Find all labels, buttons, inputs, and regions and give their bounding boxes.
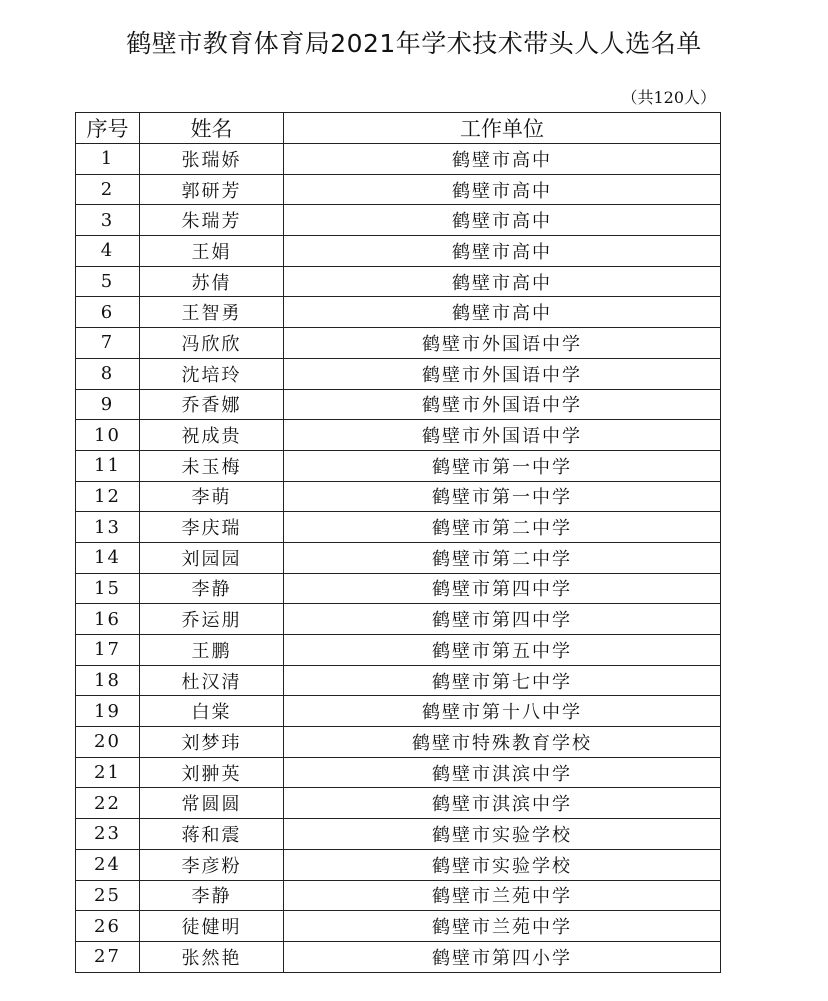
cell-name: 朱瑞芳 (140, 205, 284, 236)
cell-name: 郭研芳 (140, 174, 284, 205)
cell-index: 15 (76, 573, 140, 604)
cell-workplace: 鹤壁市外国语中学 (284, 358, 721, 389)
cell-name: 李萌 (140, 481, 284, 512)
table-row (76, 941, 721, 972)
table-row (76, 236, 721, 267)
table-row (76, 328, 721, 359)
table-row (76, 266, 721, 297)
cell-workplace: 鹤壁市实验学校 (284, 849, 721, 880)
cell-index: 24 (76, 849, 140, 880)
table-row (76, 174, 721, 205)
cell-index: 8 (76, 358, 140, 389)
cell-index: 6 (76, 297, 140, 328)
table-row (76, 635, 721, 666)
cell-name: 乔香娜 (140, 389, 284, 420)
cell-index: 4 (76, 236, 140, 267)
cell-index: 16 (76, 604, 140, 635)
header-index: 序号 (76, 113, 140, 144)
cell-workplace: 鹤壁市高中 (284, 144, 721, 175)
cell-name: 张然艳 (140, 941, 284, 972)
cell-workplace: 鹤壁市第四中学 (284, 573, 721, 604)
table-row (76, 512, 721, 543)
cell-index: 26 (76, 911, 140, 942)
table-row (76, 420, 721, 451)
cell-workplace: 鹤壁市第二中学 (284, 512, 721, 543)
cell-workplace: 鹤壁市兰苑中学 (284, 911, 721, 942)
cell-name: 刘梦玮 (140, 727, 284, 758)
cell-workplace: 鹤壁市第四中学 (284, 604, 721, 635)
cell-workplace: 鹤壁市高中 (284, 236, 721, 267)
cell-workplace: 鹤壁市外国语中学 (284, 389, 721, 420)
cell-index: 7 (76, 328, 140, 359)
table-row (76, 358, 721, 389)
cell-workplace: 鹤壁市外国语中学 (284, 420, 721, 451)
candidate-table (75, 112, 721, 973)
table-row (76, 788, 721, 819)
header-workplace: 工作单位 (284, 113, 721, 144)
cell-name: 白棠 (140, 696, 284, 727)
cell-name: 李静 (140, 880, 284, 911)
cell-index: 17 (76, 635, 140, 666)
table-row (76, 481, 721, 512)
cell-name: 李彦粉 (140, 849, 284, 880)
cell-workplace: 鹤壁市高中 (284, 174, 721, 205)
cell-workplace: 鹤壁市第一中学 (284, 481, 721, 512)
cell-name: 李静 (140, 573, 284, 604)
cell-name: 李庆瑞 (140, 512, 284, 543)
table-row (76, 819, 721, 850)
cell-name: 杜汉清 (140, 665, 284, 696)
document-title: 鹤壁市教育体育局2021年学术技术带头人人选名单 (126, 29, 702, 58)
total-count-note: （共120人） (621, 88, 716, 107)
cell-index: 20 (76, 727, 140, 758)
cell-name: 徒健明 (140, 911, 284, 942)
cell-index: 14 (76, 542, 140, 573)
cell-workplace: 鹤壁市淇滨中学 (284, 788, 721, 819)
cell-name: 王智勇 (140, 297, 284, 328)
cell-index: 5 (76, 266, 140, 297)
cell-index: 13 (76, 512, 140, 543)
cell-workplace: 鹤壁市第十八中学 (284, 696, 721, 727)
table-row (76, 696, 721, 727)
table-row (76, 573, 721, 604)
table-row (76, 665, 721, 696)
cell-workplace: 鹤壁市特殊教育学校 (284, 727, 721, 758)
cell-name: 蒋和震 (140, 819, 284, 850)
cell-workplace: 鹤壁市兰苑中学 (284, 880, 721, 911)
table-row (76, 604, 721, 635)
cell-index: 19 (76, 696, 140, 727)
cell-index: 1 (76, 144, 140, 175)
cell-name: 祝成贵 (140, 420, 284, 451)
cell-name: 沈培玲 (140, 358, 284, 389)
cell-name: 王鹏 (140, 635, 284, 666)
cell-index: 25 (76, 880, 140, 911)
cell-name: 张瑞娇 (140, 144, 284, 175)
cell-index: 3 (76, 205, 140, 236)
cell-workplace: 鹤壁市高中 (284, 297, 721, 328)
table-row (76, 911, 721, 942)
cell-workplace: 鹤壁市第一中学 (284, 450, 721, 481)
table-row (76, 144, 721, 175)
cell-index: 12 (76, 481, 140, 512)
cell-name: 刘园园 (140, 542, 284, 573)
table-row (76, 542, 721, 573)
cell-workplace: 鹤壁市外国语中学 (284, 328, 721, 359)
cell-workplace: 鹤壁市第二中学 (284, 542, 721, 573)
table-row (76, 849, 721, 880)
table-row (76, 450, 721, 481)
cell-index: 22 (76, 788, 140, 819)
cell-name: 常圆圆 (140, 788, 284, 819)
cell-workplace: 鹤壁市淇滨中学 (284, 757, 721, 788)
cell-name: 王娟 (140, 236, 284, 267)
cell-name: 未玉梅 (140, 450, 284, 481)
cell-workplace: 鹤壁市第五中学 (284, 635, 721, 666)
cell-name: 冯欣欣 (140, 328, 284, 359)
cell-workplace: 鹤壁市高中 (284, 205, 721, 236)
cell-index: 23 (76, 819, 140, 850)
cell-workplace: 鹤壁市实验学校 (284, 819, 721, 850)
cell-index: 27 (76, 941, 140, 972)
cell-name: 苏倩 (140, 266, 284, 297)
table-row (76, 880, 721, 911)
table-row (76, 297, 721, 328)
table-row (76, 727, 721, 758)
table-row (76, 205, 721, 236)
header-name: 姓名 (140, 113, 284, 144)
cell-index: 21 (76, 757, 140, 788)
cell-index: 18 (76, 665, 140, 696)
cell-index: 2 (76, 174, 140, 205)
cell-workplace: 鹤壁市高中 (284, 266, 721, 297)
cell-index: 11 (76, 450, 140, 481)
table-row (76, 389, 721, 420)
cell-index: 10 (76, 420, 140, 451)
cell-index: 9 (76, 389, 140, 420)
table-row (76, 757, 721, 788)
cell-name: 乔运朋 (140, 604, 284, 635)
cell-name: 刘翀英 (140, 757, 284, 788)
table-header-row (76, 113, 721, 144)
cell-workplace: 鹤壁市第七中学 (284, 665, 721, 696)
cell-workplace: 鹤壁市第四小学 (284, 941, 721, 972)
